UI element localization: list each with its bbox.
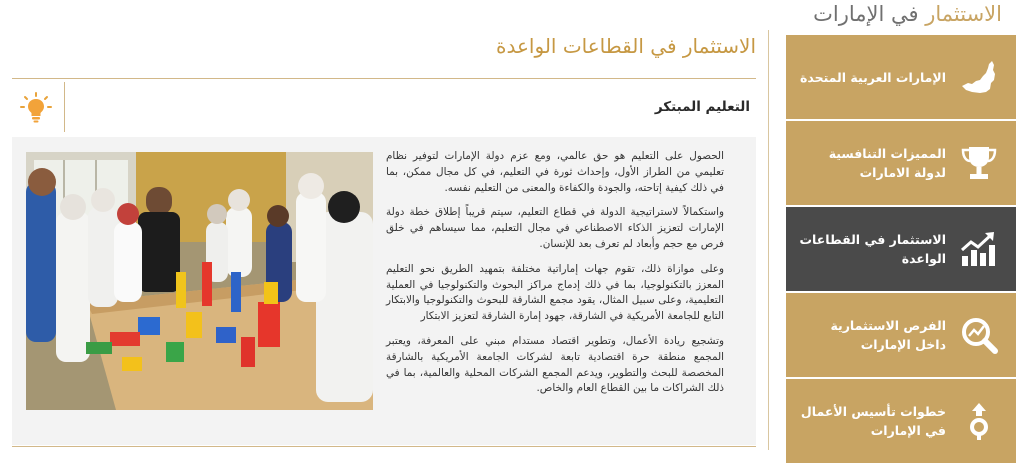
paragraph: الحصول على التعليم هو حق عالمي، ومع عزم دولة الإمارات لتوفير نظام تعليمي من الطراز الأول، وإحداث ثورة في التعليم، في كل مجال ممكن، بما في ذلك كيفية إتاحته، والجودة والكفاءة والمعنى من التعليم نفسه. [386, 150, 724, 194]
paragraph: وعلى موازاة ذلك، تقوم جهات إماراتية مختلفة بتمهيد الطريق نحو التعليم المعزز بالتكنولوجيا، بما في ذلك إدماج مراكز البحوث والتكنولوجيا في العملية التعليمية، وعلى سبيل المثال، يقود مجمع الشارقة للبحوث والتكنولوجيا والابتكار التابع للجامعة الأمريكية في الشارقة، جهود إمارة الشارقة لتعزيز الابتكار [386, 262, 724, 323]
column-divider [768, 30, 769, 450]
paragraph: وتشجيع ريادة الأعمال، وتطوير اقتصاد مستدام مبني على المعرفة، ويعتبر المجمع منطقة حرة اقتصادية تابعة لشركات الجامعة الأمريكية بالشارقة المخصصة للبحث والتطوير، ويدعم المجمع الشركات المحلية والعالمية، بما في ذلك الشراكات ما بين القطاع العام والخاص. [386, 334, 724, 395]
trophy-icon [956, 140, 1002, 186]
page-title-rest: في الإمارات [813, 2, 926, 26]
sidebar-item-promising-sectors[interactable] [786, 207, 1016, 291]
growth-chart-icon [956, 226, 1002, 272]
title-divider [12, 78, 756, 79]
sidebar-nav [786, 35, 1016, 465]
sidebar-item-label: الإمارات العربية المتحدة [799, 69, 946, 85]
icon-divider [64, 82, 65, 132]
magnifier-chart-icon [956, 312, 1002, 358]
article-body [386, 149, 724, 406]
sidebar-item-competitive-advantages[interactable] [786, 121, 1016, 205]
sidebar-item-investment-opportunities[interactable] [786, 293, 1016, 377]
sidebar-item-business-setup[interactable] [786, 379, 1016, 463]
classroom-photo [26, 152, 373, 410]
steps-arrow-icon [956, 398, 1002, 444]
lightbulb-icon [20, 92, 52, 124]
sidebar-item-uae[interactable] [786, 35, 1016, 119]
content-panel [12, 137, 756, 445]
paragraph: واستكمالاً لاستراتيجية الدولة في قطاع التعليم، سيتم قريباً إطلاق خطة دولة الإمارات لتعزيز الذكاء الاصطناعي في مجال التعليم، مما سيساهم في خلق فرص مع حجم وأبعاد لم تعرف بعد للإنسان. [386, 206, 724, 250]
page-title-accent: الاستثمار [925, 2, 1002, 26]
uae-map-icon [956, 54, 1002, 100]
sidebar-item-label: المميزات التنافسية لدولة الامارات [828, 146, 946, 180]
page-title [813, 2, 1002, 26]
sidebar-item-label: الاستثمار في القطاعات الواعدة [799, 232, 946, 266]
sidebar-item-label: خطوات تأسيس الأعمال في الإمارات [800, 404, 946, 438]
sidebar-item-label: الفرص الاستثمارية داخل الإمارات [830, 318, 946, 352]
bottom-divider [12, 446, 756, 447]
main-title: الاستثمار في القطاعات الواعدة [496, 34, 756, 58]
section-title: التعليم المبتكر [654, 99, 750, 115]
